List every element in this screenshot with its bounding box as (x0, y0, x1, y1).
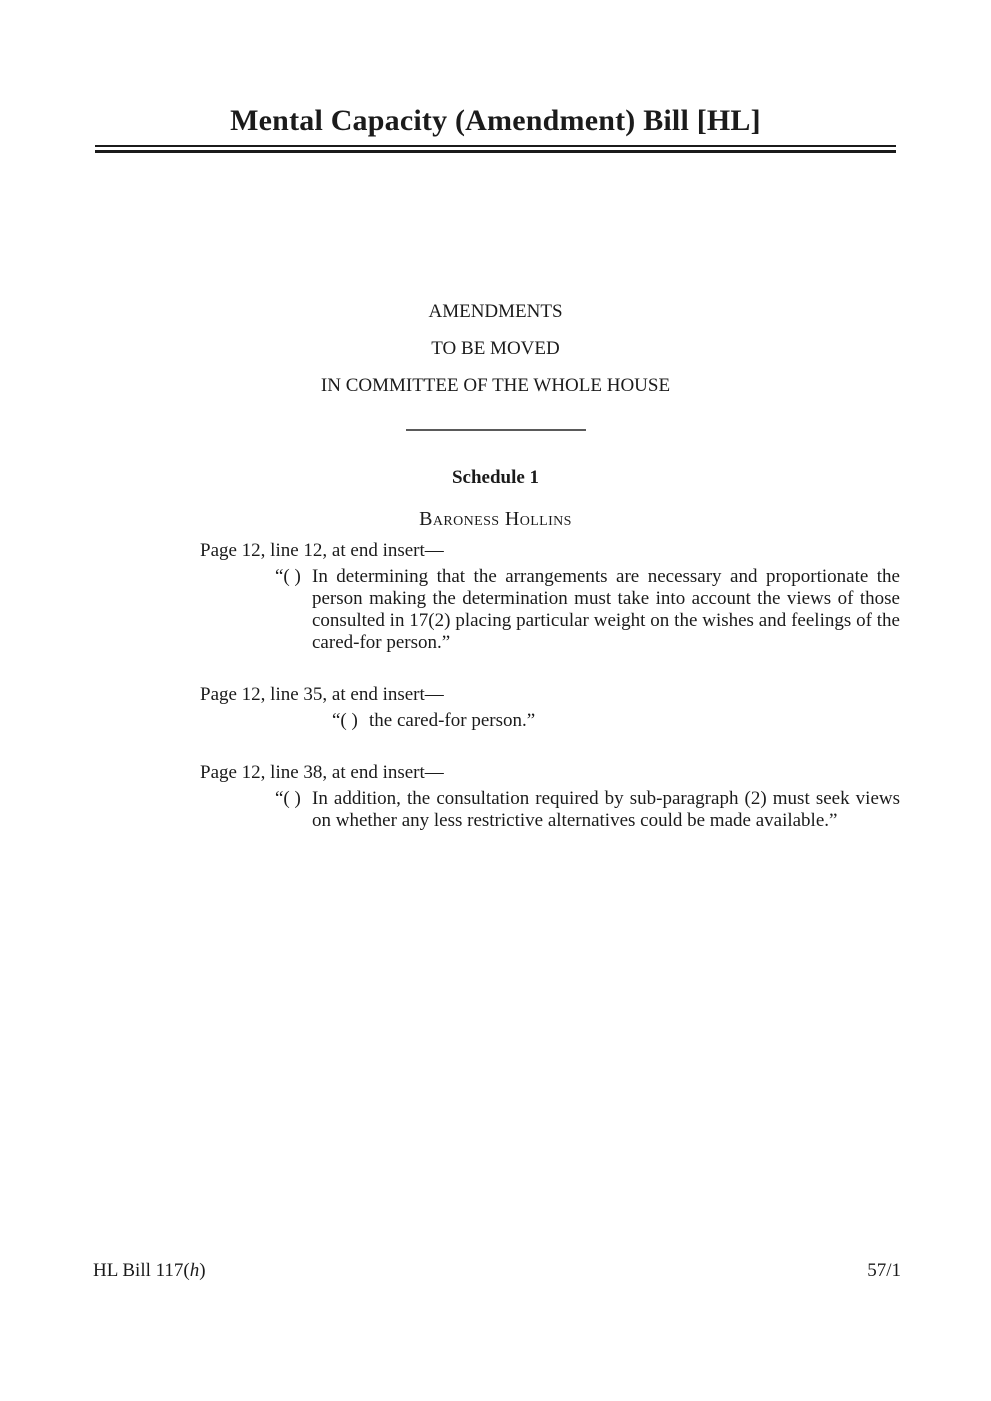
amendment-text: In determining that the arrangements are necessary and proportionate the person making the determination must take into account the views of those consulted in 17(2) placing particular weight on the wishes and feelings of the cared-for person.” (312, 566, 900, 653)
section-divider (406, 429, 586, 431)
stage-heading-block (0, 293, 991, 404)
bill-reference-suffix: ) (199, 1260, 206, 1281)
amendments-heading: AMENDMENTS (428, 301, 563, 322)
amendment-lead-in: Page 12, line 12, at end insert— (200, 540, 444, 561)
bill-reference-prefix: HL Bill 117( (93, 1260, 190, 1281)
amendment-quote (275, 788, 900, 832)
bill-reference-italic: h (189, 1260, 200, 1281)
title-rule (95, 145, 896, 153)
to-be-moved-heading: TO BE MOVED (431, 338, 560, 359)
amendment-marker: “( ) (332, 710, 358, 731)
amendment-text: In addition, the consultation required by sub-paragraph (2) must seek views on whether any less restrictive alternatives could be made available.” (312, 788, 900, 831)
amendment-lead-in: Page 12, line 38, at end insert— (200, 762, 444, 783)
amendment-lead-in: Page 12, line 35, at end insert— (200, 684, 444, 705)
bill-title: Mental Capacity (Amendment) Bill [HL] (230, 104, 761, 137)
mover-name: Baroness Hollins (419, 508, 572, 530)
page-reference: 57/1 (867, 1260, 901, 1281)
amendments-list (0, 540, 991, 832)
footer (93, 1260, 901, 1282)
committee-heading: IN COMMITTEE OF THE WHOLE HOUSE (320, 375, 671, 396)
amendment-item (200, 540, 900, 654)
schedule-heading: Schedule 1 (451, 467, 540, 488)
amendment-text: the cared-for person.” (369, 710, 536, 731)
amendment-marker: “( ) (275, 566, 301, 587)
amendment-marker: “( ) (275, 788, 301, 809)
amendment-item (200, 762, 900, 832)
amendment-item (200, 684, 900, 732)
amendment-quote (275, 566, 900, 654)
amendment-quote (332, 710, 900, 732)
bill-reference (93, 1260, 206, 1282)
